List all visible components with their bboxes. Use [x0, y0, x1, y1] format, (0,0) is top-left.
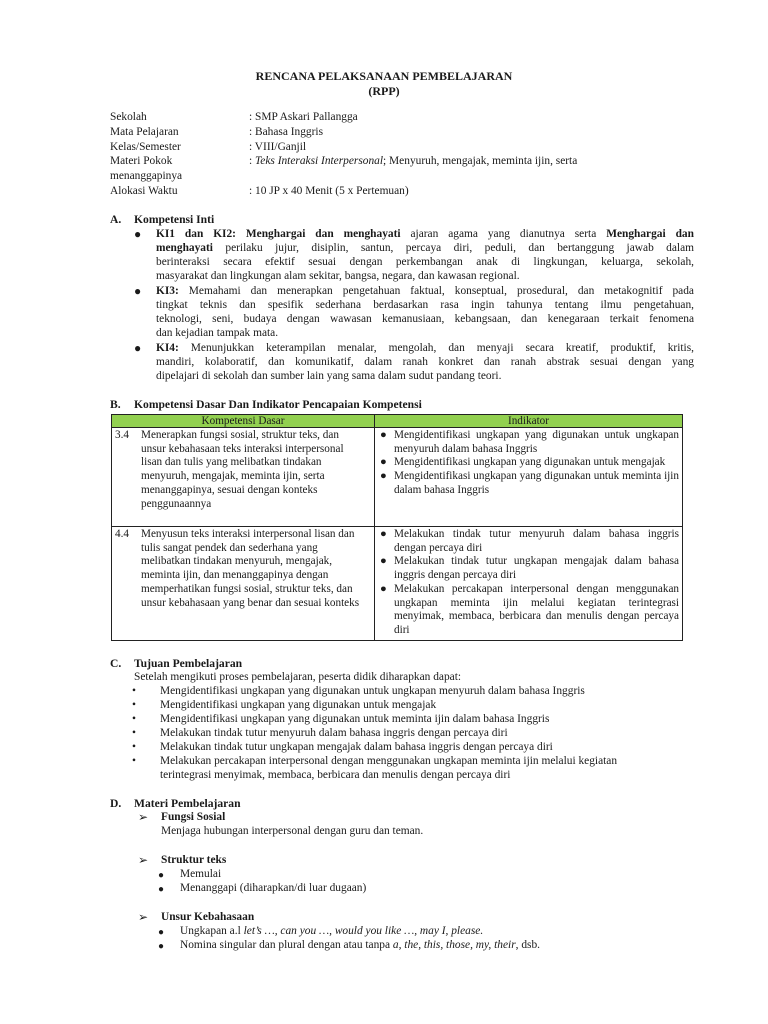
list-item-text: Mengidentifikasi ungkapan yang digunakan untuk mengajak: [160, 699, 437, 711]
indicator-text: Melakukan tindak tutur menyuruh dalam bahasa inggris dengan percaya diri: [394, 528, 679, 554]
fungsi-sosial-text: Menjaga hubungan interpersonal dengan guru dan teman.: [161, 825, 424, 837]
text: perilaku jujur, disiplin, santun, percaya diri, peduli, dan bertanggung jawab dalam: [225, 242, 694, 254]
bullet-icon: •: [132, 699, 136, 711]
indicator-item: [378, 528, 679, 555]
section-number: A.: [110, 213, 122, 226]
kd-text: Menyusun teks interaksi interpersonal lisan dan tulis sangat pendek dan sederhana yang melibatkan tindakan menyuruh, mengajak, meminta ijin, dan menanggapinya dengan memperhatikan fungsi sosial, struktur teks, dan unsur kebahasaan yang benar dan sesuai konteks: [141, 528, 360, 609]
section-title: Kompetensi Inti: [134, 213, 215, 226]
section-c-heading: [110, 657, 242, 670]
bullet-icon: ●: [134, 227, 142, 241]
identity-label: Sekolah: [110, 111, 147, 123]
identity-label: Materi Pokok: [110, 155, 173, 167]
indicator-text: Mengidentifikasi ungkapan yang digunakan untuk mengajak: [394, 456, 666, 469]
ki3-line-4: dan kejadian tampak mata.: [156, 327, 279, 339]
identity-value-rest: ; Menyuruh, mengajak, meminta ijin, serta: [383, 155, 578, 167]
arrow-bullet-icon: ➢: [138, 853, 149, 867]
bullet-icon: ●: [158, 941, 165, 952]
bold-text: Menghargai dan: [606, 228, 694, 240]
section-title: Tujuan Pembelajaran: [134, 657, 243, 670]
kd-number: 4.4: [115, 528, 129, 540]
text: Ungkapan a.l: [180, 925, 241, 937]
identity-label: Kelas/Semester: [110, 141, 181, 153]
bullet-icon: •: [132, 713, 136, 725]
tujuan-intro: Setelah mengikuti proses pembelajaran, peserta didik diharapkan dapat:: [134, 671, 462, 683]
bullet-icon: ●: [134, 341, 142, 355]
bold-text: KI1 dan KI2:: [156, 228, 236, 240]
indicator-text: Mengidentifikasi ungkapan yang digunakan untuk ungkapan menyuruh dalam bahasa Inggris: [394, 429, 679, 455]
identity-label: Mata Pelajaran: [110, 126, 179, 138]
ki3-line-1: [156, 285, 694, 297]
ki4-line-2: mandiri, kolaboratif, dan komunikatif, dalam ranah konkret dan ranah abstrak sesuai dengan yang: [156, 356, 694, 368]
list-item-text: Mengidentifikasi ungkapan yang digunakan untuk ungkapan menyuruh dalam bahasa Inggris: [160, 685, 585, 697]
identity-value: : VIII/Ganjil: [249, 141, 307, 153]
indicator-item: [378, 470, 679, 497]
identity-row-kelas: [110, 141, 670, 155]
indicator-text: Melakukan percakapan interpersonal dengan menggunakan ungkapan meminta ijin melalui kegiatan terintegrasi menyimak, membaca, berbicara dan menulis dengan percaya diri: [394, 582, 679, 636]
identity-row-alokasi: [110, 185, 670, 199]
table-row: [112, 428, 683, 527]
section-number: B.: [110, 398, 121, 411]
ki12-line-2: [156, 242, 694, 254]
section-title: Kompetensi Dasar Dan Indikator Pencapaian Kompetensi: [134, 398, 422, 411]
table-row: [112, 527, 683, 641]
italic-text: a, the, this, those, my, their: [392, 939, 516, 951]
section-a-heading: [110, 213, 214, 226]
indicator-item: [378, 555, 679, 582]
text: Menunjukkan keterampilan menalar, mengolah, dan menyaji secara kreatif, produktif, kritis,: [190, 342, 694, 354]
indicator-item: [378, 583, 679, 638]
bullet-icon: ●: [158, 884, 165, 895]
kd-number: 3.4: [115, 429, 129, 441]
section-d-heading: [110, 797, 241, 810]
bullet-icon: ●: [158, 870, 165, 881]
struktur-item: Menanggapi (diharapkan/di luar dugaan): [180, 882, 367, 894]
unsur-item: [180, 925, 483, 937]
list-item-text: Mengidentifikasi ungkapan yang digunakan untuk meminta ijin dalam bahasa Inggris: [160, 713, 550, 725]
ki12-line-3: berinteraksi secara efektif sesuai dengan perkembangan anak di lingkungan, keluarga, sekolah,: [156, 256, 694, 268]
section-title: Materi Pembelajaran: [134, 797, 241, 810]
section-b-heading: [110, 398, 422, 411]
document-title: RENCANA PELAKSANAAN PEMBELAJARAN: [255, 69, 513, 83]
identity-row-mapel: [110, 126, 670, 140]
unsur-item: [180, 939, 540, 951]
arrow-bullet-icon: ➢: [138, 810, 149, 824]
bullet-icon: ●: [380, 470, 387, 483]
bullet-icon: •: [132, 685, 136, 697]
table-header: Indikator: [375, 415, 683, 428]
identity-value: : 10 JP x 40 Menit (5 x Pertemuan): [249, 185, 409, 197]
identity-row-sekolah: [110, 111, 670, 125]
bullet-icon: ●: [380, 555, 387, 568]
list-item-text: Melakukan tindak tutur menyuruh dalam bahasa inggris dengan percaya diri: [160, 727, 508, 739]
text: , dsb.: [515, 939, 541, 951]
indicator-text: Melakukan tindak tutur ungkapan mengajak dalam bahasa inggris dengan percaya diri: [394, 555, 679, 582]
table-cell-indicator: [375, 527, 683, 641]
ki4-line-1: [156, 342, 694, 354]
kd-text: Menerapkan fungsi sosial, struktur teks, dan unsur kebahasaan teks interaksi interpersonal lisan dan tulis yang melibatkan tindakan menyuruh, mengajak, meminta ijin, serta menanggapinya, sesuai dengan konteks penggunaannya: [141, 429, 344, 510]
list-item-wrap: terintegrasi menyimak, membaca, berbicara dan menulis dengan percaya diri: [160, 769, 511, 781]
struktur-teks-heading: Struktur teks: [161, 854, 227, 866]
identity-value: : SMP Askari Pallangga: [249, 111, 358, 123]
bold-text: KI4:: [156, 342, 179, 354]
bullet-icon: •: [132, 755, 136, 767]
table-cell-kd: [112, 527, 375, 641]
ki4-line-3: dipelajari di sekolah dan sumber lain yang sama dalam sudut pandang teori.: [156, 370, 502, 382]
identity-materi-wrap: menanggapinya: [110, 170, 183, 182]
identity-value: : Teks Interaksi Interpersonal; Menyuruh, mengajak, meminta ijin, serta: [249, 155, 578, 167]
identity-label: Alokasi Waktu: [110, 185, 178, 197]
list-item-text: Melakukan percakapan interpersonal dengan menggunakan ungkapan meminta ijin melalui kegiatan: [160, 755, 618, 767]
text: Memahami dan menerapkan pengetahuan faktual, konseptual, prosedural, dan metakognitif pada: [188, 285, 694, 297]
identity-value-italic: Teks Interaksi Interpersonal: [255, 155, 384, 167]
ki12-line-1: [156, 228, 694, 240]
bold-text: KI3:: [156, 285, 179, 297]
bullet-icon: ●: [380, 582, 387, 595]
bullet-icon: ●: [158, 927, 165, 938]
bullet-icon: ●: [380, 456, 387, 469]
bold-text: Menghargai dan menghayati: [245, 228, 401, 240]
arrow-bullet-icon: ➢: [138, 910, 149, 924]
indicator-item: [378, 456, 679, 470]
table-header-row: [112, 415, 683, 428]
bullet-icon: ●: [134, 284, 142, 298]
bold-text: menghayati: [156, 242, 213, 254]
ki3-line-2: tingkat teknis dan spesifik sederhana berdasarkan rasa ingin tahunya tentang ilmu pengetahuan,: [156, 299, 694, 311]
table-cell-kd: [112, 428, 375, 527]
ki12-line-4: masyarakat dan lingkungan alam sekitar, bangsa, negara, dan kawasan regional.: [156, 270, 520, 282]
table-cell-indicator: [375, 428, 683, 527]
ki3-line-3: teknologi, seni, budaya dengan wawasan kemanusiaan, kebangsaan, dan kenegaraan terkait fenomena: [156, 313, 694, 325]
text: ajaran agama yang dianutnya serta: [410, 228, 597, 240]
indicator-item: [378, 429, 679, 456]
kompetensi-table: [111, 414, 683, 641]
section-number: D.: [110, 797, 122, 810]
identity-value: : Bahasa Inggris: [249, 126, 324, 138]
struktur-item: Memulai: [180, 868, 222, 880]
list-item-text: Melakukan tindak tutur ungkapan mengajak dalam bahasa inggris dengan percaya diri: [160, 741, 553, 753]
unsur-kebahasaan-heading: Unsur Kebahasaan: [161, 911, 255, 923]
table-header: Kompetensi Dasar: [112, 415, 375, 428]
fungsi-sosial-heading: Fungsi Sosial: [161, 811, 226, 823]
italic-text: let’s …, can you …, would you like …, may I, please.: [243, 925, 484, 937]
bullet-icon: ●: [380, 528, 387, 540]
bullet-icon: ●: [380, 429, 387, 441]
text: Nomina singular dan plural dengan atau tanpa: [180, 939, 391, 951]
bullet-icon: •: [132, 741, 136, 753]
identity-row-materi: [110, 155, 670, 169]
section-number: C.: [110, 657, 122, 670]
indicator-text: Mengidentifikasi ungkapan yang digunakan untuk meminta ijin dalam bahasa Inggris: [394, 470, 679, 496]
bullet-icon: •: [132, 727, 136, 739]
document-subtitle: (RPP): [368, 84, 400, 98]
